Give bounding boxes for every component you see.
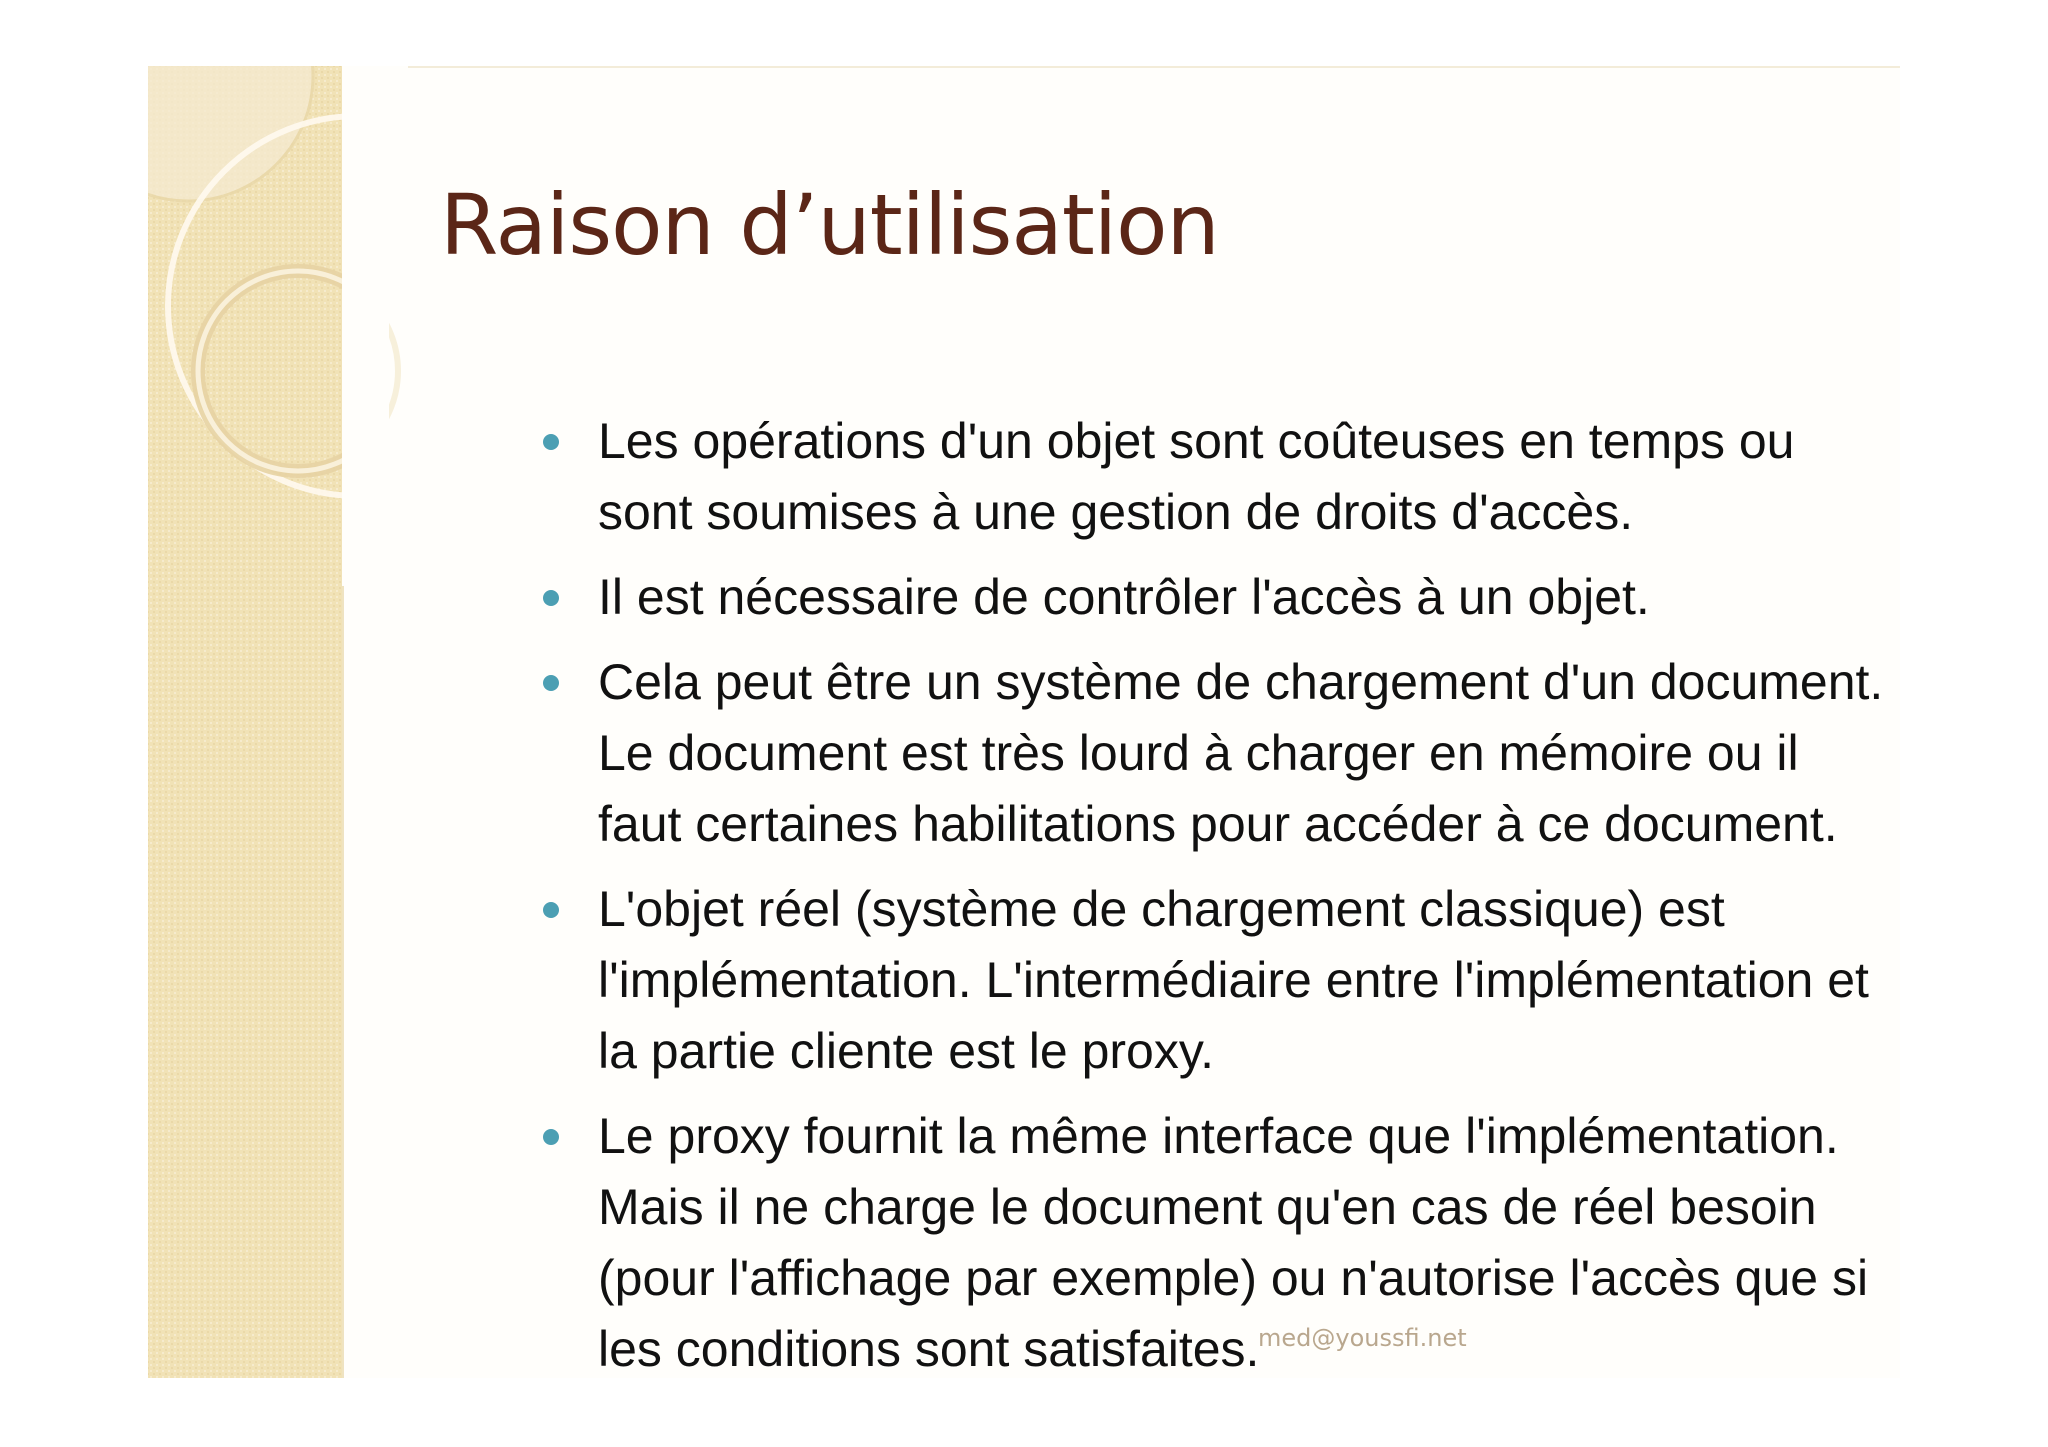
bullet-dot-icon [543,434,559,450]
bullet-dot-icon [543,675,559,691]
bullet-text-line: les conditions sont satisfaites. [598,1321,1260,1377]
bullet-dot-icon [543,1129,559,1145]
bullet-text-line: Il est nécessaire de contrôler l'accès à un objet. [598,569,1650,625]
bullet-text-line: l'implémentation. L'intermédiaire entre l'implémentation et [598,952,1869,1008]
decorative-side-panel [148,66,342,1378]
bullet-text-line: Les opérations d'un objet sont coûteuses en temps ou [598,413,1795,469]
slide [148,66,1900,1378]
bullet-text-line: la partie cliente est le proxy. [598,1023,1215,1079]
bullet-text-line: faut certaines habilitations pour accéder à ce document. [598,796,1838,852]
bullet-text-line: (pour l'affichage par exemple) ou n'autorise l'accès que si [598,1250,1869,1306]
bullet-text-line: Le proxy fournit la même interface que l'implémentation. [598,1108,1839,1164]
bullet-text-line: L'objet réel (système de chargement classique) est [598,881,1725,937]
slide-top-border [148,66,1900,68]
bullet-dot-icon [543,590,559,606]
footer-email: med@youssfi.net [1258,1324,1467,1352]
bullet-text-line: sont soumises à une gestion de droits d'accès. [598,484,1634,540]
slide-title: Raison d’utilisation [440,176,1219,274]
side-panel-edge [342,66,344,1378]
bullet-item [428,562,1900,633]
bullet-list [428,406,1900,1378]
bullet-text-line: Le document est très lourd à charger en mémoire ou il [598,725,1799,781]
bullet-text-line: Cela peut être un système de chargement d'un document. [598,654,1884,710]
bullet-item [428,874,1900,1087]
bullet-item [428,1101,1900,1378]
bullet-item [428,406,1900,548]
bullet-dot-icon [543,902,559,918]
bullet-item [428,647,1900,860]
bullet-text-line: Mais il ne charge le document qu'en cas de réel besoin [598,1179,1817,1235]
